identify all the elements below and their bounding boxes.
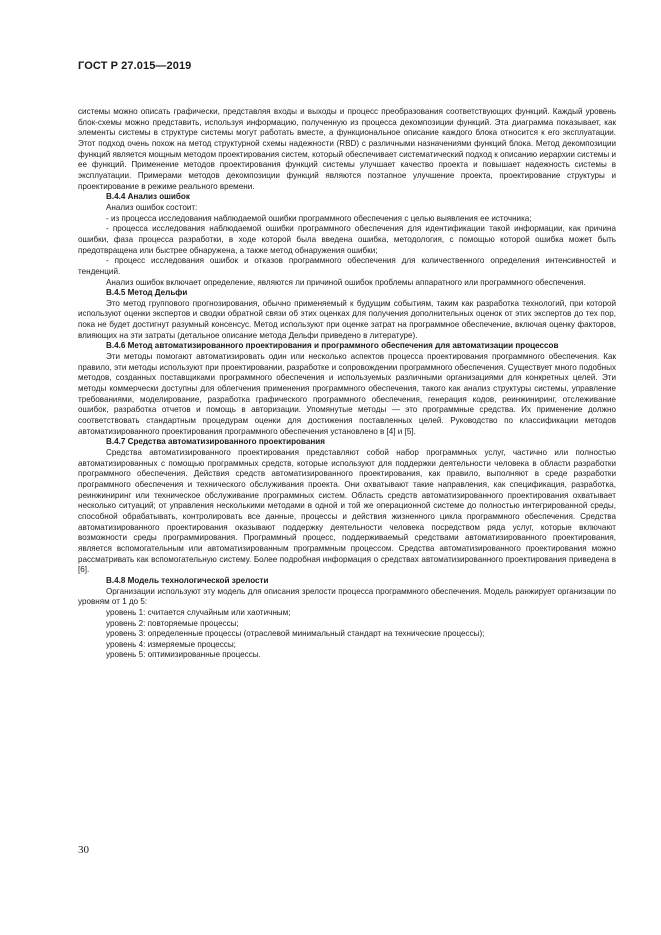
intro-paragraph: системы можно описать графически, представляя входы и выходы и процесс преобразования соответствующих функций. Каждый уровень блок-схемы можно представить, используя информацию, полученную из процесса декомпозиции функций. Эта диаграмма показывает, как элементы системы в структуре системы могут работать вместе, а функциональное описание каждого блока относится к его эксплуатации. Этот подход очень похож на метод структурной схемы надежности (RBD) с различными назначениями функций блока. Метод декомпозиции функций является мощным методом проектирования систем, который обеспечивает систематический подход к описанию иерархии системы и ее функций. Применение методов проектирования функций системы улучшает качество проекта и повышает надежность системы в эксплуатации. Примерами методов декомпозиции функций являются поэтапное улучшение проекта, проектирование структуры и проектирование в режиме реального времени. (78, 107, 616, 191)
section-lead: Анализ ошибок состоит: (106, 202, 198, 212)
maturity-level-item: уровень 4: измеряемые процессы; (106, 639, 236, 649)
section-heading-b45: В.4.5 Метод Дельфи (106, 288, 188, 298)
list-item: - процесса исследования наблюдаемой ошибки программного обеспечения для идентификации такой информации, как причина ошибки, фаза процесса разработки, в ходе которой была введена ошибка, методология, с помощью которой ошибка может быть предотвращена или быстрее обнаружена, а также метод обнаружения ошибки; (78, 224, 616, 255)
document-header: ГОСТ Р 27.015—2019 (78, 60, 192, 72)
maturity-level-item: уровень 5: оптимизированные процессы. (106, 650, 261, 660)
section-heading-b48: В.4.8 Модель технологической зрелости (106, 575, 269, 585)
section-heading-b47: В.4.7 Средства автоматизированного проектирования (106, 437, 325, 447)
list-item: - из процесса исследования наблюдаемой ошибки программного обеспечения с целью выявления ее источника; (106, 213, 532, 223)
section-paragraph: Средства автоматизированного проектирования представляют собой набор программных услуг, частично или полностью автоматизированных с помощью программных средств, которые используют для поддержки деятельности человека в области разработки программного обеспечения. Действия средств автоматизированного проектирования, как правило, выполняют в среде разработки программного обеспечения и технического обслуживания проекта. Они охватывают такие направления, как спецификация, разработка, реинжиниринг или техническое обслуживание программных систем. Область средств автоматизированного проектирования охватывает несколько ситуаций; от управления несколькими методами в одной и той же операционной системе до полностью интегрированной среды, способной обрабатывать, контролировать все данные, процессы и действия жизненного цикла программного обеспечения. Средства автоматизированного проектирования оказывают поддержку деятельности человека посредством ряда услуг, которые включают возможности среды программирования. Программный процесс, поддерживаемый средствами автоматизированного проектирования, является вспомогательным или автоматизированным программным процессом. Средства автоматизированного проектирования можно рассматривать как вспомогательную систему. Более подробная информация о средствах автоматизированного проектирования приведена в [6]. (78, 448, 616, 575)
section-heading-b46: В.4.6 Метод автоматизированного проектирования и программного обеспечения для автоматизации процессов (106, 341, 559, 351)
maturity-level-item: уровень 2: повторяемые процессы; (106, 618, 239, 628)
section-paragraph: Эти методы помогают автоматизировать один или несколько аспектов процесса проектирования программного обеспечения. Как правило, эти методы используют при проектировании, разработке и сопровождении программного обеспечения. Существует много подобных методов, созданных поставщиками программного обеспечения и используемых различными организациями для конкретных целей. Эти методы коммерчески доступны для облегчения применения программного обеспечения, такого как анализ структуры системы, управление требованиями, моделирование, разработка графического программного обеспечения, генерация кодов, реинжиниринг, отслеживание ошибок, разработка отчетов и помощь в авторизации. Упомянутые методы — это программные средства. Их применение должно соответствовать стандартным процедурам оценки для достижения поставленных целей. Руководство по классификации методов автоматизированного проектирования программного обеспечения установлено в [4] и [5]. (78, 352, 616, 436)
section-paragraph: Это метод группового прогнозирования, обычно применяемый к будущим событиям, таким как разработка технологий, при которой используют оценки экспертов и сводки обратной связи об этих оценках для получения дополнительных оценок от этих экспертов до тех пор, пока не будет достигнут разумный консенсус. Метод используют при оценке затрат на программное обеспечение, включая оценку факторов, влияющих на эти затраты (детальное описание метода Дельфи приведено в литературе). (78, 298, 616, 340)
list-item: - процесс исследования ошибок и отказов программного обеспечения для количественного определения интенсивностей и тенденций. (78, 256, 616, 276)
page-number: 30 (78, 844, 89, 856)
page-body (78, 107, 616, 661)
section-paragraph: Анализ ошибок включает определение, являются ли причиной ошибок проблемы аппаратного или программного обеспечения. (106, 277, 586, 287)
section-paragraph: Организации используют эту модель для описания зрелости процесса программного обеспечения. Модель ранжирует организации по уровням от 1 до 5: (78, 586, 616, 607)
section-heading-b44: В.4.4 Анализ ошибок (106, 192, 190, 202)
maturity-level-item: уровень 1: считается случайным или хаотичным; (106, 607, 291, 617)
maturity-level-item: уровень 3: определенные процессы (отраслевой минимальный стандарт на технические процессы); (106, 629, 485, 639)
